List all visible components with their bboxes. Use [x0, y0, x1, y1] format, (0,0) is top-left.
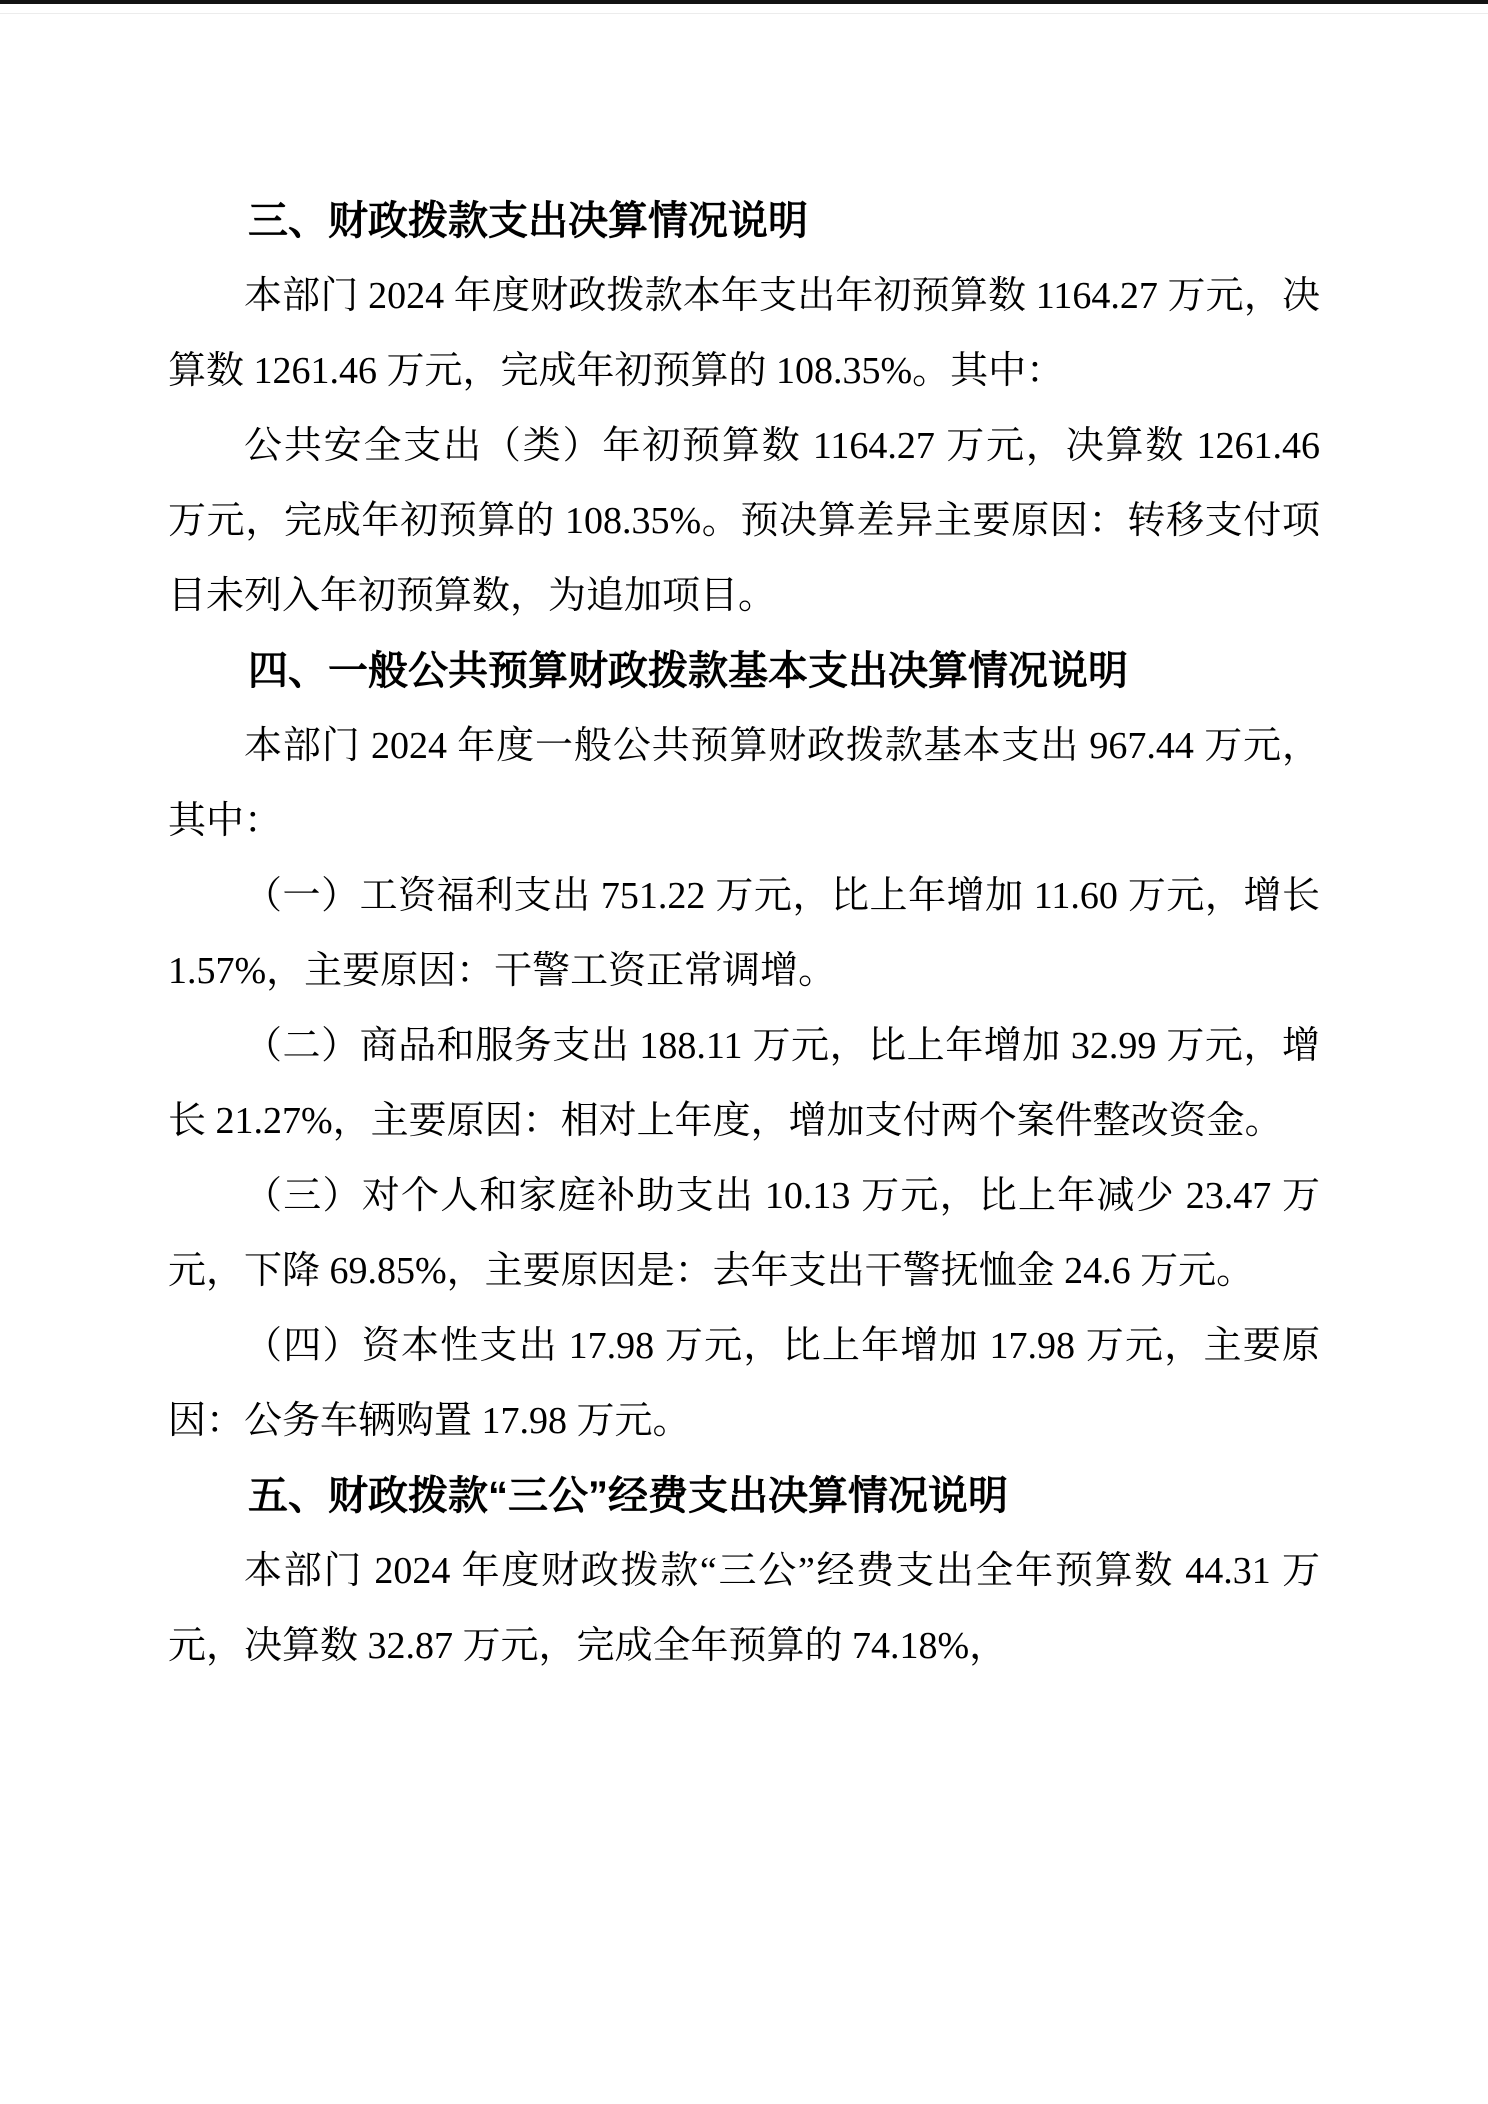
paragraph-item-4-capital-expenditure: （四）资本性支出 17.98 万元，比上年增加 17.98 万元，主要原因：公务车辆购置 17.98 万元。: [168, 1325, 1320, 1442]
section-heading-3: 三、财政拨款支出决算情况说明: [248, 199, 808, 243]
section-heading-5: 五、财政拨款“三公”经费支出决算情况说明: [248, 1474, 1008, 1518]
paragraph-item-1-wages-welfare: （一）工资福利支出 751.22 万元，比上年增加 11.60 万元，增长 1.57%，主要原因：干警工资正常调增。: [168, 875, 1320, 992]
document-content: [168, 184, 1320, 1684]
window-top-edge: [0, 0, 1488, 4]
paragraph-public-security-expenditure: 公共安全支出（类）年初预算数 1164.27 万元，决算数 1261.46 万元，完成年初预算的 108.35%。预决算差异主要原因：转移支付项目未列入年初预算数，为追加项目。: [168, 425, 1320, 617]
paragraph-item-2-goods-services: （二）商品和服务支出 188.11 万元，比上年增加 32.99 万元，增长 21.27%，主要原因：相对上年度，增加支付两个案件整改资金。: [168, 1025, 1320, 1142]
page-top-hairline: [0, 13, 1488, 14]
paragraph-basic-expenditure-summary: 本部门 2024 年度一般公共预算财政拨款基本支出 967.44 万元，其中：: [168, 725, 1320, 842]
paragraph-item-3-individual-family-subsidies: （三）对个人和家庭补助支出 10.13 万元，比上年减少 23.47 万元，下降 69.85%，主要原因是：去年支出干警抚恤金 24.6 万元。: [168, 1175, 1320, 1292]
paragraph-three-public-funds-summary: 本部门 2024 年度财政拨款“三公”经费支出全年预算数 44.31 万元，决算数 32.87 万元，完成全年预算的 74.18%，: [168, 1550, 1320, 1667]
section-heading-4: 四、一般公共预算财政拨款基本支出决算情况说明: [248, 649, 1128, 693]
paragraph-fiscal-expenditure-summary: 本部门 2024 年度财政拨款本年支出年初预算数 1164.27 万元，决算数 1261.46 万元，完成年初预算的 108.35%。其中：: [168, 275, 1320, 392]
